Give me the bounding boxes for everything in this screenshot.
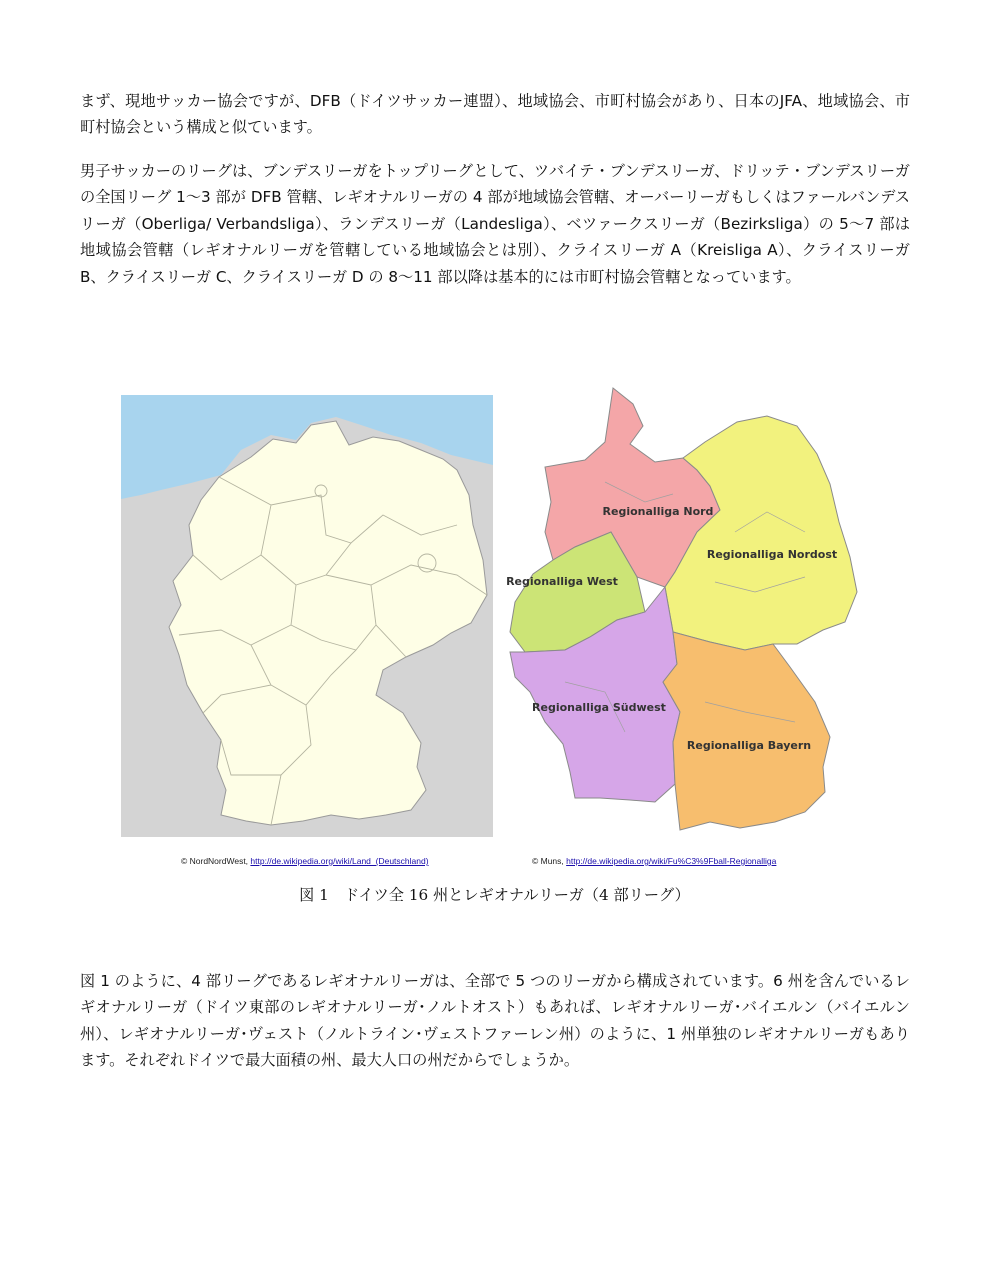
- regionalliga-paragraph: 図 1 のように、4 部リーグであるレギオナルリーガは、全部で 5 つのリーガから構成されています。6 州を含んでいるレギオナルリーガ（ドイツ東部のレギオナルリーガ･ノルトオスト）もあれば、レギオナルリーガ･バイエルン（バイエルン州）、レギオナルリーガ･ヴェスト（ノルトライン･ヴェストファーレン州）のように、1 州単独のレギオナルリーガもあります。それぞれドイツで最大面積の州、最大人口の州だからでしょうか。: [80, 972, 910, 1070]
- label-regionalliga-nordost: Regionalliga Nordost: [706, 548, 838, 561]
- figure-caption: 図 1 ドイツ全 16 州とレギオナルリーガ（4 部リーグ）: [299, 886, 690, 904]
- left-credit-link[interactable]: http://de.wikipedia.org/wiki/Land_(Deutschland): [250, 856, 429, 866]
- intro-paragraph: まず、現地サッカー協会ですが、DFB（ドイツサッカー連盟）、地域協会、市町村協会があり、日本のJFA、地域協会、市町村協会という構成と似ています。: [80, 92, 910, 137]
- left-credit-author: © NordNordWest,: [181, 856, 251, 866]
- label-regionalliga-suedwest: Regionalliga Südwest: [532, 701, 666, 714]
- right-map-credit: [532, 856, 776, 866]
- right-credit-author: © Muns,: [532, 856, 567, 866]
- left-map-credit: [181, 856, 429, 866]
- league-structure-paragraph: 男子サッカーのリーグは、ブンデスリーガをトップリーグとして、ツバイテ・ブンデスリーガ、ドリッテ・ブンデスリーガの全国リーグ 1〜3 部が DFB 管轄、レギオナルリーガの 4 部が地域協会管轄、オーバーリーガもしくはファールバンデスリーガ（Oberliga/ Verbandsliga）、ランデスリーガ（Landesliga）、ベツァークスリーガ（Bezirksliga）の 5〜7 部は地域協会管轄（レギオナルリーガを管轄している地域協会とは別）、クライスリーガ A（Kreisliga A）、クライスリーガ B、クライスリーガ C、クライスリーガ D の 8〜11 部以降は基本的には市町村協会管轄となっています。: [80, 162, 910, 286]
- region-bayern: [663, 632, 830, 830]
- label-regionalliga-nord: Regionalliga Nord: [602, 505, 714, 518]
- right-credit-link[interactable]: http://de.wikipedia.org/wiki/Fu%C3%9Fball-Regionalliga: [566, 856, 777, 866]
- regionalliga-map: [505, 382, 877, 834]
- germany-states-map: [121, 395, 493, 837]
- label-regionalliga-bayern: Regionalliga Bayern: [686, 739, 812, 752]
- label-regionalliga-west: Regionalliga West: [506, 575, 618, 588]
